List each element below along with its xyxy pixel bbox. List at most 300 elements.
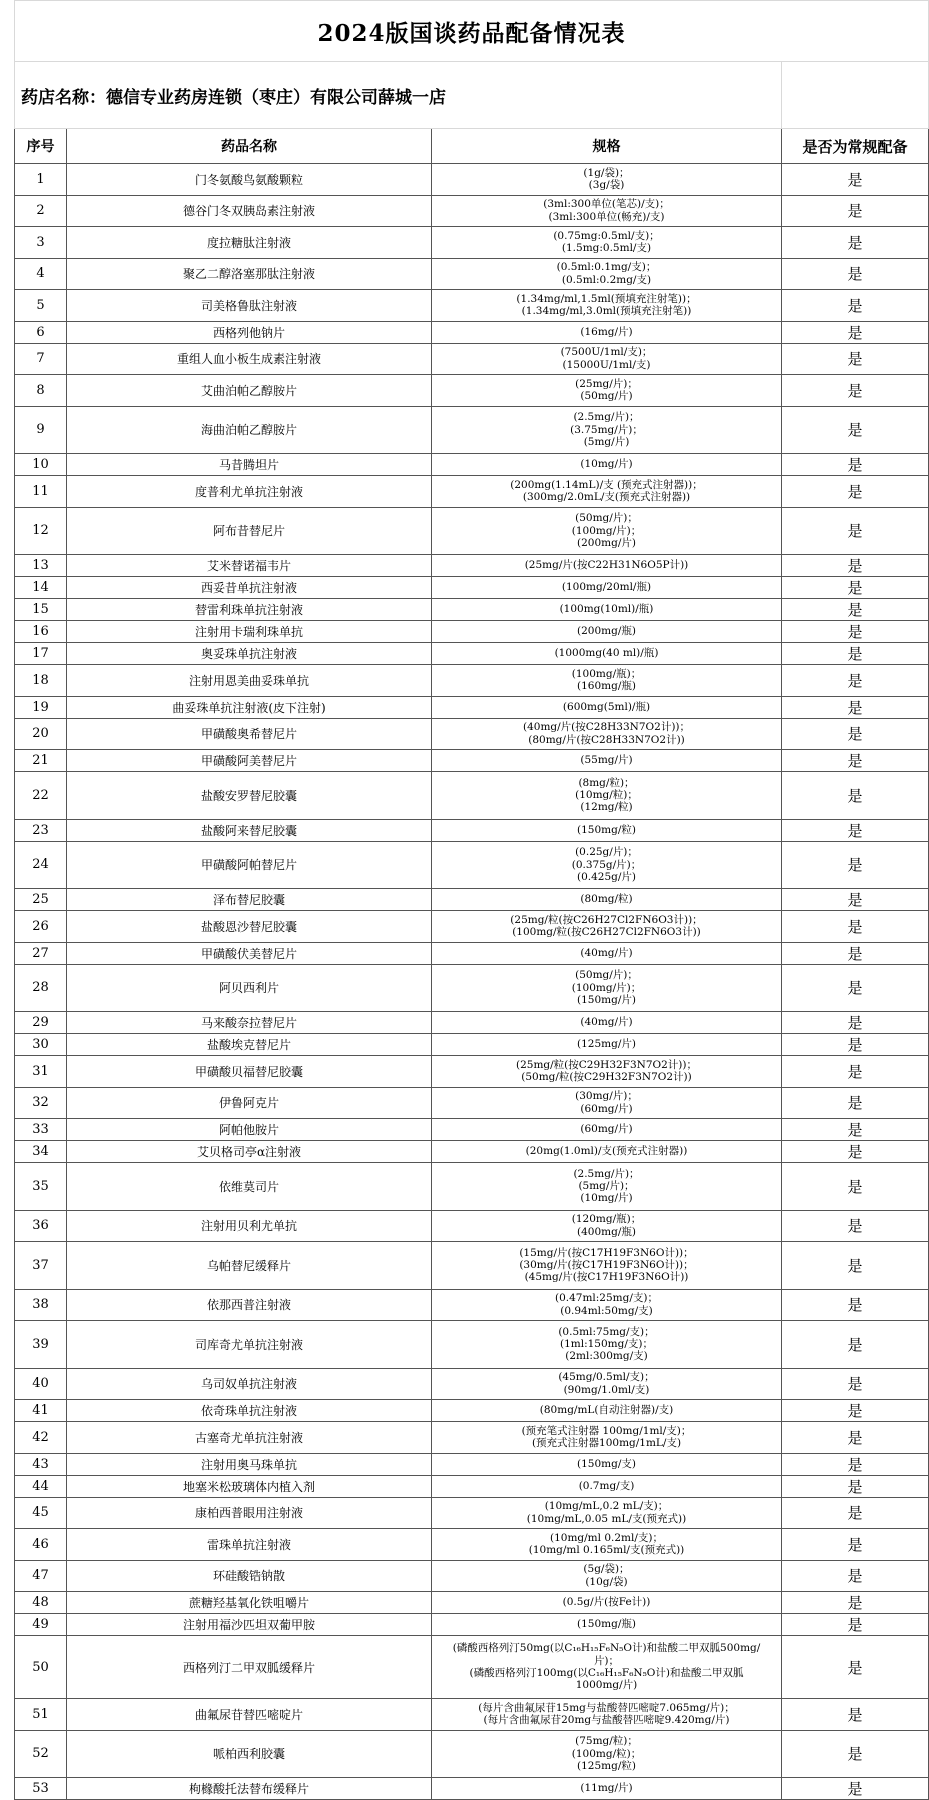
row-number: 52: [15, 1730, 67, 1778]
drug-spec: [432, 889, 782, 911]
spec-line: (20mg(1.0ml)/支(预充式注射器)): [525, 1145, 688, 1158]
regular-stock-flag: 是: [782, 1560, 929, 1592]
table-row: [15, 1368, 929, 1400]
spec-line: (0.5ml:75mg/支)；: [558, 1325, 655, 1338]
drug-spec: [432, 1119, 782, 1141]
spec-line: (5mg/片)；: [578, 1180, 635, 1193]
page-title: 2024版国谈药品配备情况表: [15, 1, 929, 62]
spec-line: (0.75mg:0.5ml/支)；: [553, 229, 660, 242]
row-number: 12: [15, 507, 67, 555]
table-row: [15, 1289, 929, 1321]
regular-stock-flag: 是: [782, 643, 929, 665]
row-number: 38: [15, 1289, 67, 1321]
regular-stock-flag: 是: [782, 750, 929, 772]
table-row: [15, 772, 929, 820]
drug-spec: [432, 964, 782, 1012]
spec-line: (2.5mg/片)；: [573, 411, 640, 424]
spec-line: (11mg/片): [580, 1782, 633, 1795]
drug-spec: [432, 621, 782, 643]
drug-name: 枸橼酸托法替布缓释片: [67, 1778, 432, 1800]
table-row: [15, 1730, 929, 1778]
regular-stock-flag: 是: [782, 964, 929, 1012]
drug-table: [14, 0, 929, 1800]
drug-spec: [432, 1614, 782, 1636]
spec-line: (15000U/1ml/支): [562, 358, 651, 371]
row-number: 43: [15, 1453, 67, 1475]
drug-spec: [432, 406, 782, 454]
drug-name: 艾曲泊帕乙醇胺片: [67, 375, 432, 407]
spec-line: (40mg/片): [580, 1016, 633, 1029]
spec-line: (1.34mg/ml,3.0ml(预填充注射笔)): [521, 305, 692, 318]
spec-line: (120mg/瓶)；: [571, 1213, 642, 1226]
spec-line: (15mg/片(按C17H19F3N6O计))；: [519, 1246, 694, 1259]
spec-line: (100mg/瓶)；: [571, 667, 642, 680]
drug-name: 司库奇尤单抗注射液: [67, 1321, 432, 1369]
table-row: [15, 841, 929, 889]
drug-name: 地塞米松玻璃体内植入剂: [67, 1475, 432, 1497]
spec-line: (30mg/片)；: [575, 1090, 638, 1103]
spec-line: (40mg/片(按C28H33N7O2计))；: [522, 721, 691, 734]
drug-name: 度拉糖肽注射液: [67, 227, 432, 259]
spec-line: (预充笔式注射器 100mg/1ml/支)；: [521, 1424, 692, 1437]
spec-line: (100mg/粒(按C26H27Cl2FN6O3计)): [512, 926, 701, 939]
regular-stock-flag: 是: [782, 1778, 929, 1800]
row-number: 21: [15, 750, 67, 772]
row-number: 37: [15, 1242, 67, 1290]
row-number: 48: [15, 1592, 67, 1614]
drug-name: 环硅酸锆钠散: [67, 1560, 432, 1592]
spec-line: (100mg/片)；: [571, 524, 642, 537]
regular-stock-flag: 是: [782, 841, 929, 889]
row-number: 50: [15, 1636, 67, 1699]
row-number: 4: [15, 258, 67, 290]
spec-line: (25mg/片(按C22H31N6O5P计)): [524, 559, 689, 572]
drug-name: 乌司奴单抗注射液: [67, 1368, 432, 1400]
spec-line: (1ml:150mg/支)；: [560, 1338, 653, 1351]
drug-spec: [432, 1210, 782, 1242]
regular-stock-flag: 是: [782, 911, 929, 943]
row-number: 2: [15, 195, 67, 227]
store-name: 药店名称：德信专业药房连锁（枣庄）有限公司薛城一店: [15, 62, 782, 129]
drug-spec: [432, 1242, 782, 1290]
drug-name: 度普利尤单抗注射液: [67, 476, 432, 508]
table-row: [15, 1210, 929, 1242]
header-name: 药品名称: [67, 129, 432, 164]
spec-line: (0.7mg/支): [578, 1479, 635, 1492]
spec-line: (50mg/片)；: [575, 969, 638, 982]
drug-name: 奥妥珠单抗注射液: [67, 643, 432, 665]
row-number: 3: [15, 227, 67, 259]
spec-line: (1.34mg/ml,1.5ml(预填充注射笔))；: [516, 292, 697, 305]
table-row: [15, 343, 929, 375]
row-number: 49: [15, 1614, 67, 1636]
regular-stock-flag: 是: [782, 476, 929, 508]
table-row: [15, 819, 929, 841]
table-row: [15, 1422, 929, 1454]
spec-line: (10mg/ml 0.2ml/支)；: [550, 1531, 663, 1544]
drug-name: 盐酸恩沙替尼胶囊: [67, 911, 432, 943]
regular-stock-flag: 是: [782, 1087, 929, 1119]
drug-name: 蔗糖羟基氧化铁咀嚼片: [67, 1592, 432, 1614]
drug-spec: [432, 750, 782, 772]
regular-stock-flag: 是: [782, 1699, 929, 1731]
row-number: 53: [15, 1778, 67, 1800]
row-number: 19: [15, 696, 67, 718]
drug-name: 注射用奥马珠单抗: [67, 1453, 432, 1475]
drug-spec: [432, 1163, 782, 1211]
spec-line: (60mg/片): [580, 1123, 633, 1136]
drug-name: 依奇珠单抗注射液: [67, 1400, 432, 1422]
drug-name: 艾米替诺福韦片: [67, 555, 432, 577]
regular-stock-flag: 是: [782, 1242, 929, 1290]
spec-line: (0.5ml:0.1mg/支)；: [556, 261, 657, 274]
spec-line: (50mg/片)；: [575, 512, 638, 525]
drug-spec: [432, 164, 782, 196]
regular-stock-flag: 是: [782, 1592, 929, 1614]
table-row: [15, 1592, 929, 1614]
row-number: 28: [15, 964, 67, 1012]
spec-line: (100mg/20ml/瓶): [561, 581, 652, 594]
drug-name: 德谷门冬双胰岛素注射液: [67, 195, 432, 227]
table-row: [15, 454, 929, 476]
regular-stock-flag: 是: [782, 1034, 929, 1056]
row-number: 15: [15, 599, 67, 621]
regular-stock-flag: 是: [782, 1497, 929, 1529]
drug-name: 门冬氨酸鸟氨酸颗粒: [67, 164, 432, 196]
drug-name: 西格列他钠片: [67, 321, 432, 343]
spec-line: (5g/袋)；: [583, 1563, 630, 1576]
spec-line: (300mg/2.0mL/支(预充式注射器)): [522, 491, 691, 504]
spec-line: (0.5ml:0.2mg/支): [561, 273, 652, 286]
drug-name: 注射用福沙匹坦双葡甲胺: [67, 1614, 432, 1636]
regular-stock-flag: 是: [782, 1400, 929, 1422]
table-row: [15, 1497, 929, 1529]
spec-line: (50mg/粒(按C29H32F3N7O2计)): [521, 1071, 692, 1084]
drug-spec: [432, 555, 782, 577]
drug-spec: [432, 643, 782, 665]
drug-spec: [432, 1012, 782, 1034]
row-number: 41: [15, 1400, 67, 1422]
spec-line: (30mg/片(按C17H19F3N6O计))；: [519, 1259, 694, 1272]
drug-spec: [432, 718, 782, 750]
spec-line: (0.94ml:50mg/支): [560, 1304, 653, 1317]
table-row: [15, 555, 929, 577]
spec-line: (100mg/粒)；: [571, 1747, 642, 1760]
row-number: 47: [15, 1560, 67, 1592]
row-number: 5: [15, 290, 67, 322]
table-row: [15, 665, 929, 697]
spec-line: (1.5mg:0.5ml/支): [561, 242, 652, 255]
regular-stock-flag: 是: [782, 164, 929, 196]
spec-line: (0.425g/片): [576, 870, 636, 883]
regular-stock-flag: 是: [782, 1529, 929, 1561]
row-number: 36: [15, 1210, 67, 1242]
row-number: 8: [15, 375, 67, 407]
spec-line: (2.5mg/片)；: [573, 1167, 640, 1180]
spec-line: (40mg/片): [580, 946, 633, 959]
row-number: 26: [15, 911, 67, 943]
spec-line: (磷酸西格列汀100mg(以C₁₆H₁₅F₆N₅O计)和盐酸二甲双胍: [469, 1667, 744, 1679]
table-row: [15, 1012, 929, 1034]
spec-line: (100mg(10ml)/瓶): [559, 603, 654, 616]
spec-line: (10mg/片): [580, 1192, 633, 1205]
spec-line: (2ml:300mg/支): [565, 1350, 648, 1363]
drug-spec: [432, 1087, 782, 1119]
spec-line: (0.47ml:25mg/支)；: [554, 1292, 658, 1305]
row-number: 1: [15, 164, 67, 196]
spec-line: (5mg/片): [583, 435, 630, 448]
spec-line: 片)；: [593, 1654, 620, 1667]
spec-line: (160mg/瓶): [577, 680, 636, 693]
drug-spec: [432, 772, 782, 820]
spec-line: (80mg/粒): [580, 893, 633, 906]
drug-spec: [432, 476, 782, 508]
drug-name: 依那西普注射液: [67, 1289, 432, 1321]
drug-name: 盐酸埃克替尼片: [67, 1034, 432, 1056]
drug-name: 甲磺酸奥希替尼片: [67, 718, 432, 750]
table-row: [15, 1242, 929, 1290]
regular-stock-flag: 是: [782, 577, 929, 599]
drug-spec: [432, 665, 782, 697]
row-number: 46: [15, 1529, 67, 1561]
row-number: 14: [15, 577, 67, 599]
spec-line: 1000mg/片): [575, 1679, 638, 1692]
drug-spec: [432, 1289, 782, 1321]
table-row: [15, 1614, 929, 1636]
table-row: [15, 599, 929, 621]
regular-stock-flag: 是: [782, 555, 929, 577]
table-row: [15, 1636, 929, 1699]
regular-stock-flag: 是: [782, 258, 929, 290]
drug-spec: [432, 454, 782, 476]
regular-stock-flag: 是: [782, 1289, 929, 1321]
row-number: 18: [15, 665, 67, 697]
spec-line: (10mg/ml 0.165ml/支(预充式)): [528, 1544, 685, 1557]
spec-line: (0.25g/片)；: [575, 846, 638, 859]
drug-name: 马昔腾坦片: [67, 454, 432, 476]
store-row: [15, 62, 929, 129]
drug-spec: [432, 290, 782, 322]
spec-line: (10mg/mL,0.05 mL/支(预充式)): [526, 1512, 687, 1525]
row-number: 17: [15, 643, 67, 665]
table-row: [15, 1034, 929, 1056]
spec-line: (45mg/0.5ml/支)；: [558, 1371, 655, 1384]
spec-line: (10g/袋): [585, 1575, 628, 1588]
spec-line: (1g/袋)；: [583, 166, 630, 179]
table-row: [15, 406, 929, 454]
table-row: [15, 1087, 929, 1119]
drug-name: 海曲泊帕乙醇胺片: [67, 406, 432, 454]
regular-stock-flag: 是: [782, 718, 929, 750]
drug-spec: [432, 1529, 782, 1561]
drug-spec: [432, 911, 782, 943]
row-number: 16: [15, 621, 67, 643]
spec-line: (25mg/粒(按C26H27Cl2FN6O3计))；: [510, 913, 703, 926]
drug-name: 西格列汀二甲双胍缓释片: [67, 1636, 432, 1699]
table-row: [15, 577, 929, 599]
regular-stock-flag: 是: [782, 1730, 929, 1778]
drug-spec: [432, 1056, 782, 1088]
table-row: [15, 227, 929, 259]
table-row: [15, 696, 929, 718]
regular-stock-flag: 是: [782, 1422, 929, 1454]
drug-name: 康柏西普眼用注射液: [67, 1497, 432, 1529]
spec-line: (8mg/粒)；: [578, 776, 635, 789]
spec-line: (1000mg(40 ml)/瓶): [554, 647, 659, 660]
table-row: [15, 1475, 929, 1497]
drug-name: 马来酸奈拉替尼片: [67, 1012, 432, 1034]
spec-line: (0.5g/片(按Fe计)): [562, 1596, 651, 1609]
regular-stock-flag: 是: [782, 454, 929, 476]
row-number: 44: [15, 1475, 67, 1497]
drug-spec: [432, 696, 782, 718]
spec-line: (100mg/片)；: [571, 981, 642, 994]
drug-spec: [432, 258, 782, 290]
spec-line: (125mg/粒): [577, 1759, 636, 1772]
table-row: [15, 258, 929, 290]
spec-line: (每片含曲氟尿苷20mg与盐酸替匹嘧啶9.420mg/片): [483, 1714, 730, 1727]
spec-line: (80mg/mL(自动注射器)/支): [539, 1404, 674, 1417]
spec-line: (150mg/支): [577, 1457, 636, 1470]
drug-spec: [432, 1699, 782, 1731]
spec-line: (200mg/片): [577, 536, 636, 549]
drug-spec: [432, 507, 782, 555]
spec-line: (125mg/片): [577, 1038, 636, 1051]
row-number: 27: [15, 942, 67, 964]
row-number: 34: [15, 1141, 67, 1163]
regular-stock-flag: 是: [782, 406, 929, 454]
row-number: 10: [15, 454, 67, 476]
table-row: [15, 1560, 929, 1592]
table-row: [15, 942, 929, 964]
spec-line: (10mg/粒)；: [575, 789, 638, 802]
table-row: [15, 1529, 929, 1561]
drug-name: 艾贝格司亭α注射液: [67, 1141, 432, 1163]
regular-stock-flag: 是: [782, 1056, 929, 1088]
spec-line: (55mg/片): [580, 754, 633, 767]
spec-line: (150mg/片): [577, 993, 636, 1006]
spec-line: (7500U/1ml/支)；: [560, 346, 653, 359]
row-number: 31: [15, 1056, 67, 1088]
drug-name: 伊鲁阿克片: [67, 1087, 432, 1119]
row-number: 13: [15, 555, 67, 577]
row-number: 9: [15, 406, 67, 454]
table-row: [15, 889, 929, 911]
regular-stock-flag: 是: [782, 889, 929, 911]
drug-spec: [432, 227, 782, 259]
row-number: 23: [15, 819, 67, 841]
drug-name: 曲妥珠单抗注射液(皮下注射): [67, 696, 432, 718]
regular-stock-flag: 是: [782, 321, 929, 343]
drug-name: 盐酸阿来替尼胶囊: [67, 819, 432, 841]
drug-spec: [432, 1592, 782, 1614]
table-row: [15, 1453, 929, 1475]
row-number: 6: [15, 321, 67, 343]
drug-name: 雷珠单抗注射液: [67, 1529, 432, 1561]
regular-stock-flag: 是: [782, 1636, 929, 1699]
drug-spec: [432, 195, 782, 227]
row-number: 32: [15, 1087, 67, 1119]
row-number: 35: [15, 1163, 67, 1211]
spec-line: (10mg/mL,0.2 mL/支)；: [544, 1500, 669, 1513]
spec-line: (90mg/1.0ml/支): [563, 1383, 650, 1396]
title-row: [15, 1, 929, 62]
row-number: 45: [15, 1497, 67, 1529]
regular-stock-flag: 是: [782, 1163, 929, 1211]
row-number: 22: [15, 772, 67, 820]
spec-line: (200mg/瓶): [577, 625, 636, 638]
spec-line: (600mg(5ml)/瓶): [562, 700, 651, 713]
drug-name: 阿贝西利片: [67, 964, 432, 1012]
spec-line: (400mg/瓶): [577, 1225, 636, 1238]
table-row: [15, 1400, 929, 1422]
drug-name: 泽布替尼胶囊: [67, 889, 432, 911]
drug-name: 司美格鲁肽注射液: [67, 290, 432, 322]
spec-line: (16mg/片): [580, 325, 633, 338]
row-number: 51: [15, 1699, 67, 1731]
table-row: [15, 1141, 929, 1163]
drug-spec: [432, 841, 782, 889]
drug-spec: [432, 1475, 782, 1497]
table-row: [15, 507, 929, 555]
spec-line: (45mg/片(按C17H19F3N6O计)): [524, 1271, 689, 1284]
drug-spec: [432, 1034, 782, 1056]
regular-stock-flag: 是: [782, 1368, 929, 1400]
regular-stock-flag: 是: [782, 1012, 929, 1034]
regular-stock-flag: 是: [782, 942, 929, 964]
regular-stock-flag: 是: [782, 819, 929, 841]
drug-spec: [432, 343, 782, 375]
regular-stock-flag: 是: [782, 665, 929, 697]
drug-spec: [432, 1400, 782, 1422]
drug-name: 注射用贝利尤单抗: [67, 1210, 432, 1242]
regular-stock-flag: 是: [782, 599, 929, 621]
header-spec: 规格: [432, 129, 782, 164]
header-row: [15, 129, 929, 164]
row-number: 25: [15, 889, 67, 911]
drug-spec: [432, 1560, 782, 1592]
regular-stock-flag: 是: [782, 1475, 929, 1497]
spec-line: (150mg/粒): [577, 823, 636, 836]
regular-stock-flag: 是: [782, 621, 929, 643]
table-row: [15, 911, 929, 943]
table-row: [15, 375, 929, 407]
row-number: 30: [15, 1034, 67, 1056]
regular-stock-flag: 是: [782, 696, 929, 718]
table-row: [15, 718, 929, 750]
spec-line: (150mg/瓶): [577, 1618, 636, 1631]
drug-name: 西妥昔单抗注射液: [67, 577, 432, 599]
drug-name: 重组人血小板生成素注射液: [67, 343, 432, 375]
drug-name: 哌柏西利胶囊: [67, 1730, 432, 1778]
table-row: [15, 750, 929, 772]
drug-spec: [432, 599, 782, 621]
drug-name: 盐酸安罗替尼胶囊: [67, 772, 432, 820]
drug-name: 依维莫司片: [67, 1163, 432, 1211]
regular-stock-flag: 是: [782, 375, 929, 407]
regular-stock-flag: 是: [782, 1141, 929, 1163]
spec-line: (10mg/片): [580, 458, 633, 471]
table-row: [15, 1321, 929, 1369]
row-number: 7: [15, 343, 67, 375]
drug-spec: [432, 1730, 782, 1778]
drug-name: 阿布昔替尼片: [67, 507, 432, 555]
drug-name: 曲氟尿苷替匹嘧啶片: [67, 1699, 432, 1731]
spec-line: (25mg/片)；: [575, 377, 638, 390]
regular-stock-flag: 是: [782, 772, 929, 820]
drug-spec: [432, 1636, 782, 1699]
drug-name: 古塞奇尤单抗注射液: [67, 1422, 432, 1454]
